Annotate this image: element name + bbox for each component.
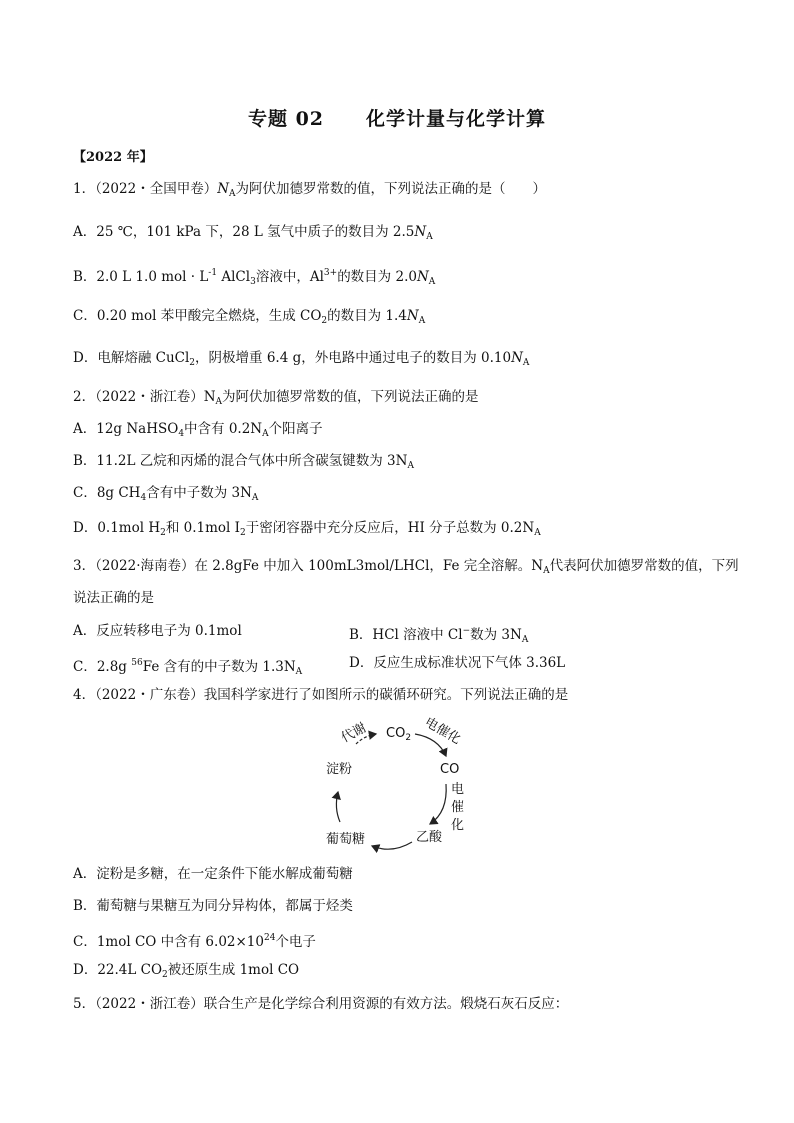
label-electro-char: 电 (451, 782, 465, 797)
q1-stem: 1．（2022・全国甲卷）$N_A$为阿伏加德罗常数的值，下列说法正确的是（ ） (73, 181, 547, 199)
q3-option-d: D．反应生成标准状况下气体 3.36L (349, 655, 566, 671)
arrow-co-to-acetic-acid (430, 784, 446, 824)
q3-option-c: C．2.8g $^{56}$Fe 含有的中子数为 $1.3N_A$ (73, 658, 303, 677)
arrow-acetic-acid-to-glucose (372, 842, 412, 849)
label-co2: $CO_2$ (386, 726, 412, 743)
carbon-cycle-diagram (300, 712, 500, 857)
q3-option-a: A．反应转移电子为 0.1mol (73, 623, 242, 639)
q4-option-d: D．22.4L $CO_2$被还原生成 1mol CO (73, 962, 300, 980)
q2-stem: 2．（2022・浙江卷）$N_A$为阿伏加德罗常数的值，下列说法正确的是 (73, 389, 479, 407)
q4-option-a: A．淀粉是多糖，在一定条件下能水解成葡萄糖 (73, 866, 353, 882)
label-starch: 淀粉 (326, 762, 353, 777)
q1-option-a: A．25 ℃，101 kPa 下，28 L 氢气中质子的数目为 $2.5N_A$ (73, 224, 433, 242)
q2-option-b: B．11.2L 乙烷和丙烯的混合气体中所含碳氢键数为 $3N_A$ (73, 453, 414, 471)
q3-stem-line2: 说法正确的是 (73, 590, 154, 606)
q2-option-d: D．0.1mol $H_2$和 0.1mol $I_2$于密闭容器中充分反应后，HI 分子总数为 $0.2N_A$ (73, 520, 541, 538)
q1-option-c: C．0.20 mol 苯甲酸完全燃烧，生成 $CO_2$的数目为 $1.4N_A$ (73, 308, 426, 326)
title-topic-name: 化学计量与化学计算 (366, 108, 547, 130)
q5-stem: 5．（2022・浙江卷）联合生产是化学综合利用资源的有效方法。煅烧石灰石反应： (73, 996, 569, 1012)
label-catalysis-char: 催 (451, 800, 465, 815)
q3-stem: 3．（2022·海南卷）在 2.8gFe 中加入 100mL3mol/LHCl，Fe 完全溶解。$N_A$代表阿伏加德罗常数的值，下列 (73, 558, 739, 576)
arrow-glucose-to-starch (336, 792, 340, 822)
q4-option-c: C．1mol CO 中含有 $6.02\times 10^{24}$个电子 (73, 933, 316, 950)
page-title (0, 104, 794, 131)
label-electrocatalysis-top: 电催化 (421, 714, 464, 748)
label-acetic-acid: 乙酸 (416, 830, 443, 845)
q1-option-b: B．2.0 L 1.0 mol · $L^{-1}$ AlCl$_3$溶液中，$Al^{3+}$的数目为 $2.0N_A$ (73, 268, 436, 287)
q2-option-c: C．8g $CH_4$含有中子数为 $3N_A$ (73, 485, 259, 503)
q3-option-b: B．HCl 溶液中 Cl−数为 $3N_A$ (349, 626, 529, 645)
q2-option-a: A．12g NaHSO$_4$中含有 $0.2N_A$个阳离子 (73, 421, 323, 439)
q4-option-b: B．葡萄糖与果糖互为同分异构体，都属于烃类 (73, 898, 353, 914)
q1-option-d: D．电解熔融 CuCl$_2$，阴极增重 6.4 g，外电路中通过电子的数目为 $0.10N_A$ (73, 350, 530, 368)
label-glucose: 葡萄糖 (326, 832, 366, 847)
label-co: CO (440, 762, 460, 777)
year-section-tag: 【2022 年】 (73, 150, 153, 165)
title-topic-number: 专题 02 (247, 108, 325, 130)
label-ization-char: 化 (451, 818, 465, 833)
q4-stem: 4．（2022・广东卷）我国科学家进行了如图所示的碳循环研究。下列说法正确的是 (73, 687, 569, 703)
label-metabolism: 代谢 (338, 720, 369, 746)
